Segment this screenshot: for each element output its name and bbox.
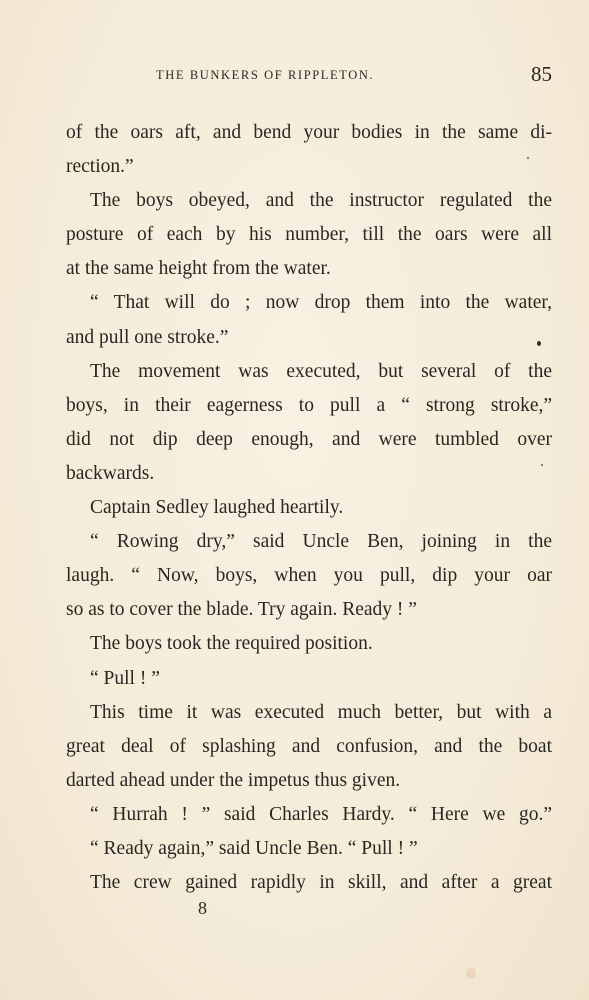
text-line: boys, in their eagerness to pull a “ strong stroke,”	[66, 394, 552, 416]
signature-mark: 8	[198, 898, 207, 918]
text-line: The crew gained rapidly in skill, and after a great	[90, 872, 552, 894]
text-line: darted ahead under the impetus thus given.	[66, 769, 401, 791]
text-line: of the oars aft, and bend your bodies in the same di-	[66, 122, 552, 143]
text-line: so as to cover the blade. Try again. Ready ! ”	[66, 599, 417, 621]
running-head: THE BUNKERS OF RIPPLETON.	[156, 68, 375, 82]
text-line: and pull one stroke.”	[66, 326, 229, 348]
text-line: did not dip deep enough, and were tumbled over	[66, 428, 552, 450]
text-line: “ That will do ; now drop them into the water,	[90, 292, 552, 314]
text-line: “ Pull ! ”	[90, 667, 160, 689]
text-line: Captain Sedley laughed heartily.	[90, 497, 344, 519]
text-line: at the same height from the water.	[66, 258, 331, 280]
text-line: great deal of splashing and confusion, and the boat	[66, 735, 552, 757]
text-line: “ Ready again,” said Uncle Ben. “ Pull ! ”	[90, 837, 418, 859]
print-speck	[537, 341, 541, 346]
print-speck	[466, 968, 476, 979]
text-line: posture of each by his number, till the oars were all	[66, 224, 552, 246]
page-number: 85	[531, 62, 552, 86]
body-text	[66, 116, 552, 900]
text-line: The boys obeyed, and the instructor regulated the	[90, 190, 552, 212]
print-speck	[541, 464, 543, 466]
print-speck	[527, 157, 529, 159]
text-line: The movement was executed, but several of the	[90, 360, 552, 382]
text-line: “ Hurrah ! ” said Charles Hardy. “ Here we go.”	[90, 803, 552, 825]
page-header	[66, 62, 552, 92]
text-line: The boys took the required position.	[90, 633, 373, 655]
text-line: “ Rowing dry,” said Uncle Ben, joining in the	[90, 531, 552, 553]
text-line: laugh. “ Now, boys, when you pull, dip your oar	[66, 565, 552, 587]
text-line: rection.”	[66, 156, 134, 178]
text-line: This time it was executed much better, but with a	[90, 701, 552, 723]
text-line: backwards.	[66, 462, 155, 484]
